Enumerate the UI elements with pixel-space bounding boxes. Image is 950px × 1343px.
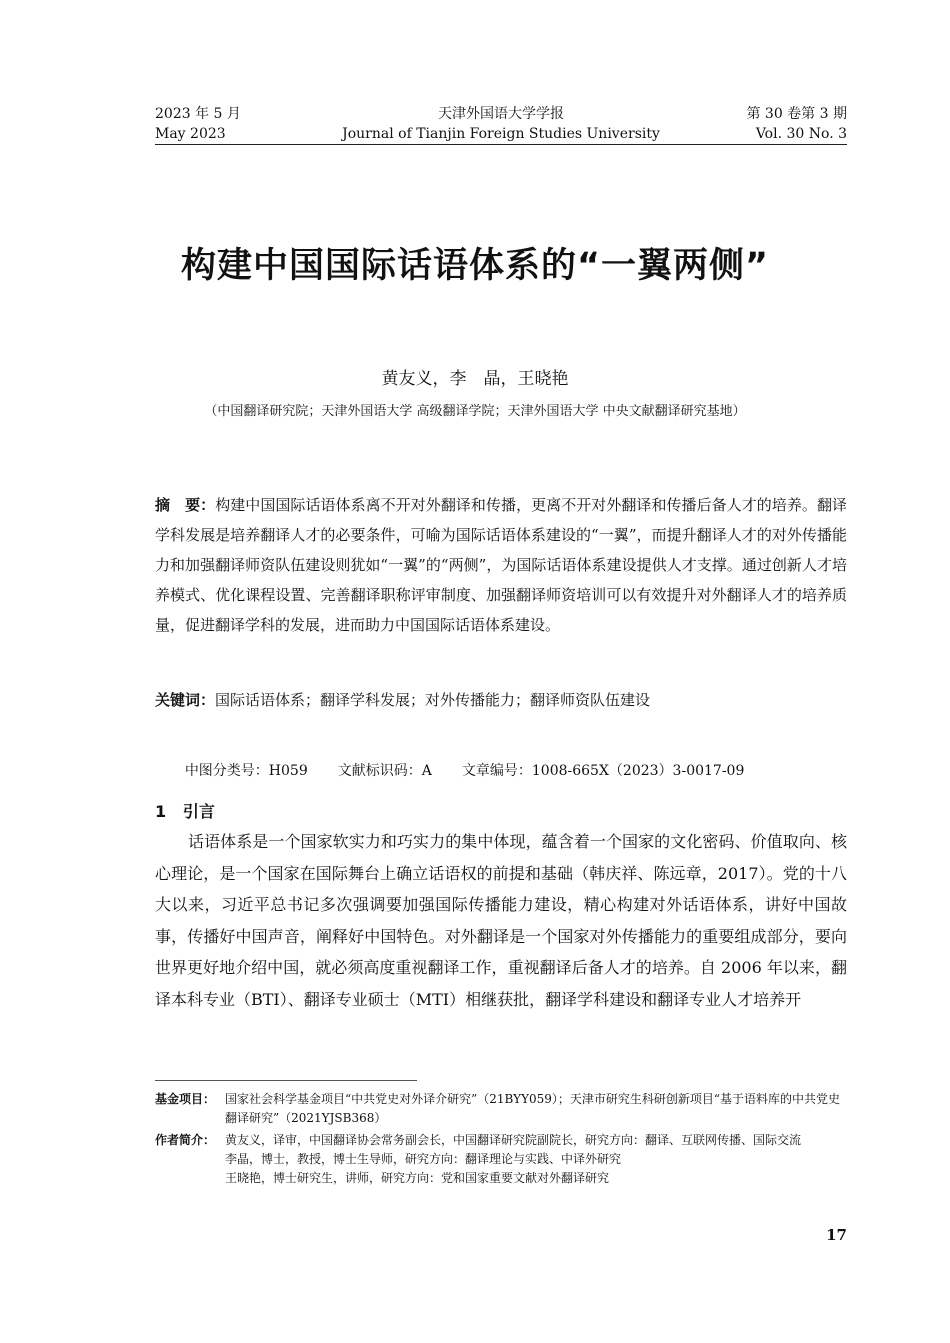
- header-divider: [155, 144, 847, 145]
- author-bio-line: 王晓艳，博士研究生，讲师，研究方向：党和国家重要文献对外翻译研究: [225, 1171, 610, 1185]
- abstract-label: 摘 要：: [155, 496, 216, 514]
- author-bio-line: 李晶，博士，教授，博士生导师，研究方向：翻译理论与实践、中译外研究: [225, 1152, 622, 1166]
- classification-line: [155, 738, 847, 804]
- abstract-text: 构建中国国际话语体系离不开对外翻译和传播，更离不开对外翻译和传播后备人才的培养。翻译学科发展是培养翻译人才的必要条件，可喻为国际话语体系建设的“一翼”，而提升翻译人才的对外传播能力和加强翻译师资队伍建设则犹如“一翼”的“两侧”，为国际话语体系建设提供人才支撑。通过创新人才培养模式、优化课程设置、完善翻译职称评审制度、加强翻译师资培训可以有效提升对外翻译人才的培养质量，促进翻译学科的发展，进而助力中国国际话语体系建设。: [155, 496, 847, 634]
- header-volume-cn: 第 30 卷第 3 期: [746, 106, 847, 122]
- fund-text: 国家社会科学基金项目“中共党史对外译介研究”（21BYY059）；天津市研究生科研创新项目“基于语料库的中共党史翻译研究”（2021YJSB368）: [225, 1092, 841, 1125]
- section-title: 引言: [182, 802, 215, 821]
- header-journal-en: Journal of Tianjin Foreign Studies University: [342, 126, 660, 142]
- fund-label: 基金项目：: [155, 1092, 216, 1106]
- section-body: 话语体系是一个国家软实力和巧实力的集中体现，蕴含着一个国家的文化密码、价值取向、核心理论，是一个国家在国际舞台上确立话语权的前提和基础（韩庆祥、陈远章，2017）。党的十八大以来，习近平总书记多次强调要加强国际传播能力建设，精心构建对外话语体系，讲好中国故事，传播好中国声音，阐释好中国特色。对外翻译是一个国家对外传播能力的重要组成部分，要向世界更好地介绍中国，就必须高度重视翻译工作，重视翻译后备人才的培养。自 2006 年以来，翻译本科专业（BTI）、翻译专业硕士（MTI）相继获批，翻译学科建设和翻译专业人才培养开: [155, 832, 847, 1009]
- abstract: [155, 490, 847, 640]
- author-affiliation: （中国翻译研究院；天津外国语大学 高级翻译学院；天津外国语大学 中央文献翻译研究基地）: [204, 404, 746, 419]
- section-number: 1: [155, 802, 167, 821]
- author-list: 黄友义，李 晶，王晓艳: [381, 369, 569, 389]
- keywords-text: 国际话语体系；翻译学科发展；对外传播能力；翻译师资队伍建设: [215, 691, 651, 709]
- footnote-author: [155, 1131, 847, 1188]
- header-journal-cn: 天津外国语大学学报: [438, 106, 564, 122]
- header-volume-en: Vol. 30 No. 3: [755, 126, 847, 142]
- author-bio-line: 黄友义，译审，中国翻译协会常务副会长，中国翻译研究院副院长，研究方向：翻译、互联网传播、国际交流: [225, 1133, 802, 1147]
- header-date-en: May 2023: [155, 126, 226, 142]
- document-code: 文献标识码：A: [337, 763, 432, 779]
- article-number: 文章编号：1008-665X（2023）3-0017-09: [461, 763, 745, 779]
- footnote-fund: [155, 1090, 847, 1128]
- keywords: [155, 685, 847, 715]
- page-number: 17: [826, 1226, 847, 1244]
- section-heading: [155, 799, 215, 822]
- footnote-divider: [155, 1080, 417, 1081]
- author-bio-label: 作者简介：: [155, 1133, 216, 1147]
- clc-number: 中图分类号：H059: [184, 763, 308, 779]
- header-date-cn: 2023 年 5 月: [155, 106, 241, 122]
- keywords-label: 关键词：: [155, 691, 216, 709]
- article-title: 构建中国国际话语体系的“一翼两侧”: [180, 246, 769, 286]
